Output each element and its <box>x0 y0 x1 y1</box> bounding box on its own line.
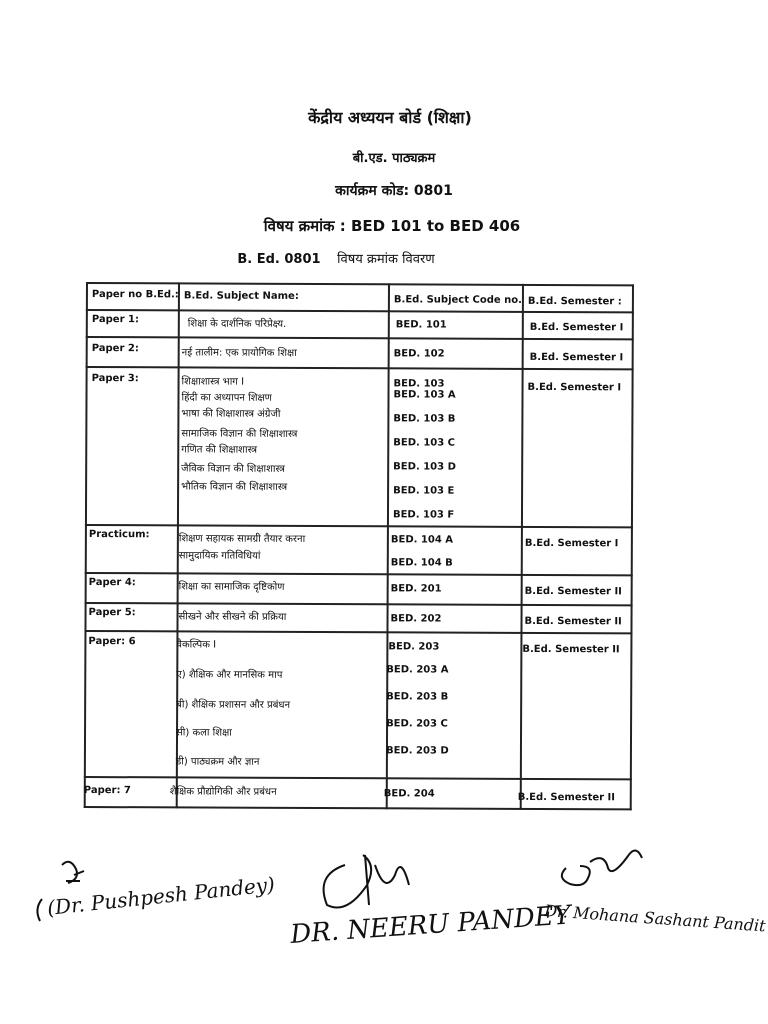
col-header-subject: B.Ed. Subject Name: <box>183 290 299 302</box>
table-row-subject: भौतिक विज्ञान की शिक्षाशास्त्र <box>181 481 288 493</box>
table-row-code: BED. 104 B <box>390 557 453 569</box>
table-row-code: BED. 103 D <box>393 461 456 473</box>
table-row-code: BED. 103 C <box>393 437 456 449</box>
table-row-code: BED. 201 <box>390 583 442 595</box>
table-row-semester: B.Ed. Semester II <box>524 615 622 628</box>
table-row-code: BED. 103 A <box>393 389 456 401</box>
table-row-subject: गणित की शिक्षाशास्त्र <box>181 444 258 456</box>
table-row-subject: वैकल्पिक I <box>176 639 217 651</box>
svg-text:Dr. Mohana Sashant Pandit: Dr. Mohana Sashant Pandit <box>543 901 767 936</box>
table-row-paper: Paper: 6 <box>88 636 136 648</box>
col-header-code: B.Ed. Subject Code no. <box>393 294 522 306</box>
table-row-paper: Practicum: <box>88 529 150 541</box>
table-row-code: BED. 103 E <box>393 485 455 497</box>
table-row-subject: शैक्षिक प्रौद्योगिकी और प्रबंधन <box>169 786 277 798</box>
table-row-code: BED. 103 F <box>392 509 455 521</box>
table-caption <box>0 249 720 267</box>
course-title: बी.एड. पाठ्यक्रम <box>352 151 436 166</box>
program-code: कार्यक्रम कोड: 0801 <box>335 183 453 199</box>
table-row-code: BED. 203 A <box>386 664 449 676</box>
svg-text:DR. NEERU PANDEY: DR. NEERU PANDEY <box>289 900 572 950</box>
table-row-paper: Paper 4: <box>88 577 136 589</box>
table-row-code: BED. 103 B <box>393 413 456 425</box>
table-row-paper: Paper: 7 <box>83 784 131 797</box>
signature-middle-image <box>285 845 572 955</box>
table-row-semester: B.Ed. Semester I <box>524 537 619 550</box>
table-row-code: BED. 104 A <box>390 534 454 546</box>
signature-left-image <box>14 855 294 935</box>
table-row-subject: सी) कला शिक्षा <box>176 727 232 739</box>
table-row-subject: शिक्षा के दार्शनिक परिप्रेक्ष्य. <box>187 318 287 330</box>
table-row-code: BED. 204 <box>383 788 435 800</box>
table-row-subject: जैविक विज्ञान की शिक्षाशास्त्र <box>181 463 285 475</box>
table-row-subject: नई तालीम: एक प्रायोगिक शिक्षा <box>181 347 297 359</box>
table-row-subject: बी) शैक्षिक प्रशासन और प्रबंधन <box>176 699 291 711</box>
table-row-code: BED. 202 <box>390 613 442 625</box>
table-row-semester: B.Ed. Semester II <box>524 585 622 598</box>
table-row-code: BED. 203 B <box>386 691 449 703</box>
table-row-subject: ए) शैक्षिक और मानसिक माप <box>176 669 283 681</box>
svg-text:(Dr. Pushpesh Pandey): (Dr. Pushpesh Pandey) <box>46 872 276 920</box>
table-row-semester: B.Ed. Semester I <box>529 351 624 364</box>
table-caption-code: B. Ed. 0801 <box>237 252 321 267</box>
table-row-semester: B.Ed. Semester I <box>529 321 624 334</box>
table-row-subject: भाषा की शिक्षाशास्त्र अंग्रेजी <box>181 408 281 420</box>
signature-right-image <box>530 838 767 948</box>
table-row-subject: डी) पाठ्यक्रम और ज्ञान <box>175 756 260 768</box>
table-row-code: BED. 203 D <box>385 745 449 757</box>
table-row-code: BED. 103 <box>393 378 445 390</box>
col-header-semester: B.Ed. Semester : <box>527 295 622 308</box>
table-row-subject: शिक्षाशास्त्र भाग I <box>181 376 245 388</box>
signature-right <box>530 838 767 948</box>
table-row-subject: सीखने और सीखने की प्रक्रिया <box>178 611 287 623</box>
table-row-paper: Paper 5: <box>88 607 136 619</box>
table-row-semester: B.Ed. Semester II <box>517 791 616 804</box>
table-row-semester: B.Ed. Semester II <box>522 643 620 656</box>
table-row-code: BED. 203 <box>388 641 440 653</box>
signature-left <box>14 855 294 935</box>
col-header-paper: Paper no B.Ed.: <box>91 289 179 301</box>
table-row-paper: Paper 1: <box>91 314 139 326</box>
table-row-subject: हिंदी का अध्यापन शिक्षण <box>181 392 272 404</box>
table-row-paper: Paper 2: <box>91 343 139 355</box>
table-row-code: BED. 203 C <box>386 718 448 730</box>
table-row-semester: B.Ed. Semester I <box>527 381 622 394</box>
table-row-code: BED. 101 <box>395 319 447 331</box>
subject-range: विषय क्रमांक : BED 101 to BED 406 <box>263 217 521 235</box>
table-row-code: BED. 102 <box>393 348 445 360</box>
syllabus-table <box>84 282 634 810</box>
board-title: केंद्रीय अध्ययन बोर्ड (शिक्षा) <box>308 108 472 127</box>
table-row-subject: शिक्षा का सामाजिक दृष्टिकोण <box>178 581 285 593</box>
table-row-subject: सामुदायिक गतिविधियां <box>178 550 261 562</box>
table-row-subject: शिक्षण सहायक सामग्री तैयार करना <box>178 533 306 545</box>
table-row-paper: Paper 3: <box>91 373 139 385</box>
signature-middle <box>285 845 572 955</box>
table-row-subject: सामाजिक विज्ञान की शिक्षाशास्त्र <box>181 428 298 440</box>
table-caption-sub: विषय क्रमांक विवरण <box>337 252 435 267</box>
